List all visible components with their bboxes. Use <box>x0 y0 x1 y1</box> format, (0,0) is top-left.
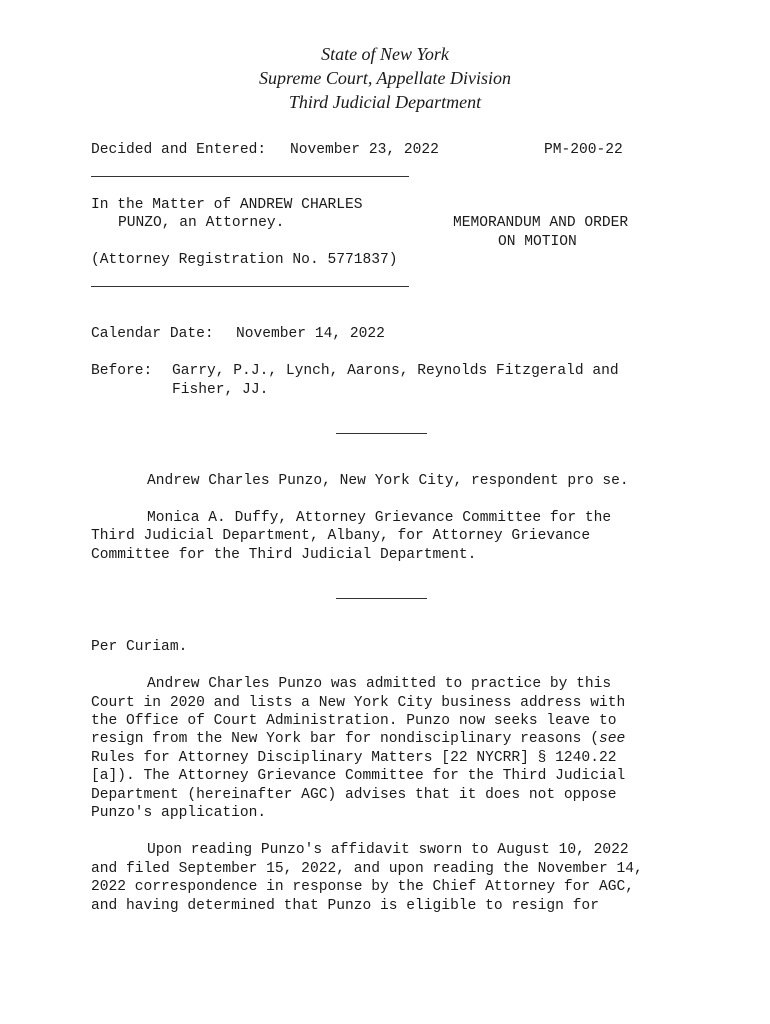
caption-top-rule <box>91 176 409 177</box>
para1-line-4 <box>91 730 625 748</box>
para1-line-1: Andrew Charles Punzo was admitted to practice by this <box>147 676 612 692</box>
before-judges-line-2: Fisher, JJ. <box>172 382 269 398</box>
appearance-agc-line-3: Committee for the Third Judicial Department. <box>91 547 477 563</box>
appearance-agc-line-2: Third Judicial Department, Albany, for Attorney Grievance <box>91 528 591 544</box>
para2-line-1: Upon reading Punzo's affidavit sworn to August 10, 2022 <box>147 842 629 858</box>
decided-label: Decided and Entered: <box>91 142 267 158</box>
calendar-date: November 14, 2022 <box>236 326 385 342</box>
caption-bottom-rule <box>91 286 409 287</box>
court-name: Supreme Court, Appellate Division <box>259 68 511 88</box>
para1-line-5: Rules for Attorney Disciplinary Matters [22 NYCRR] § 1240.22 <box>91 750 617 766</box>
para2-line-2: and filed September 15, 2022, and upon reading the November 14, <box>91 861 643 877</box>
section-divider-2 <box>336 598 427 599</box>
calendar-label: Calendar Date: <box>91 326 214 342</box>
caption-line-2: PUNZO, an Attorney. <box>118 215 285 231</box>
para2-line-3: 2022 correspondence in response by the Chief Attorney for AGC, <box>91 879 634 895</box>
para1-line-2: Court in 2020 and lists a New York City business address with <box>91 695 626 711</box>
para1-line-7: Department (hereinafter AGC) advises that it does not oppose <box>91 787 617 803</box>
before-judges-line-1: Garry, P.J., Lynch, Aarons, Reynolds Fitzgerald and <box>172 363 619 379</box>
para1-line-6: [a]). The Attorney Grievance Committee for the Third Judicial <box>91 768 626 784</box>
appearance-agc-line-1: Monica A. Duffy, Attorney Grievance Committee for the <box>147 510 612 526</box>
registration-number: (Attorney Registration No. 5771837) <box>91 252 398 268</box>
docket-number: PM-200-22 <box>544 142 623 158</box>
para1-line-3: the Office of Court Administration. Punzo now seeks leave to <box>91 713 617 729</box>
before-label: Before: <box>91 363 153 379</box>
section-divider-1 <box>336 433 427 434</box>
para2-line-4: and having determined that Punzo is eligible to resign for <box>91 898 599 914</box>
doc-type-line-1: MEMORANDUM AND ORDER <box>453 215 629 231</box>
caption-line-1: In the Matter of ANDREW CHARLES <box>91 197 363 213</box>
court-state: State of New York <box>321 44 449 64</box>
doc-type-line-2: ON MOTION <box>498 234 577 250</box>
see-signal: see <box>598 731 626 747</box>
court-department: Third Judicial Department <box>288 92 482 112</box>
appearance-respondent: Andrew Charles Punzo, New York City, respondent pro se. <box>147 473 629 489</box>
para1-line-8: Punzo's application. <box>91 805 267 821</box>
para1-line-4-text: resign from the New York bar for nondisciplinary reasons ( <box>91 731 599 747</box>
decided-date: November 23, 2022 <box>290 142 439 158</box>
per-curiam: Per Curiam. <box>91 639 188 655</box>
